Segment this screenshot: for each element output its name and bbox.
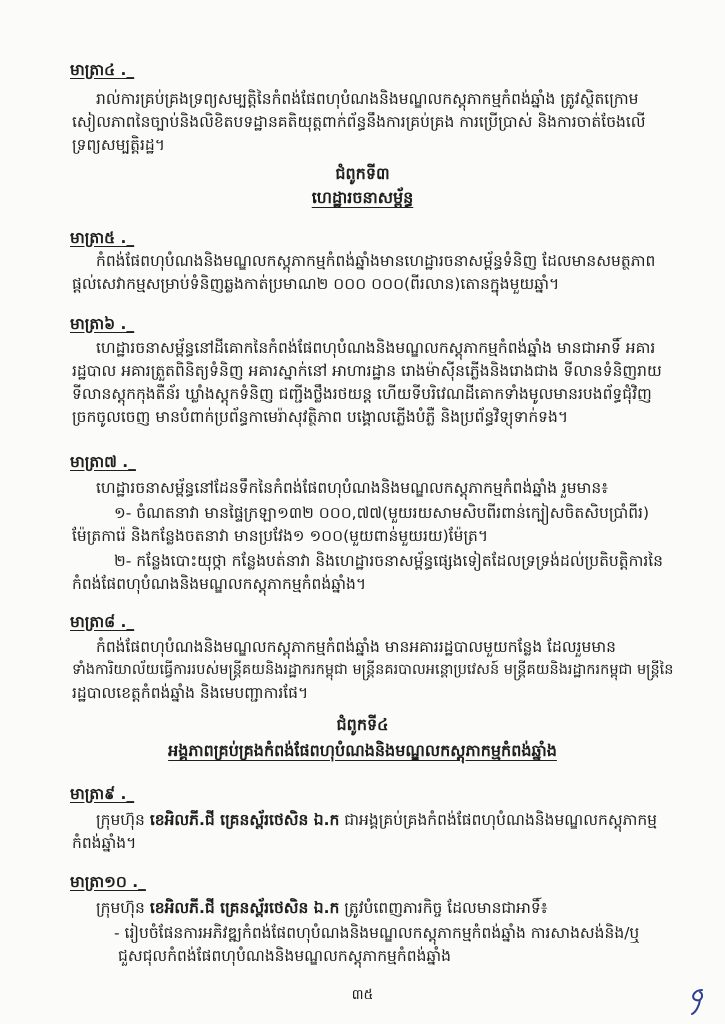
chapter-4-subtitle: អង្គភាពគ្រប់គ្រងកំពង់ផែពហុបំណងនិងមណ្ឌលកស្តុភាកម្មកំពង់ឆ្នាំង xyxy=(168,741,557,760)
article-6-heading: មាត្រា៦ ._ xyxy=(70,315,135,333)
article-5-heading: មាត្រា៥ ._ xyxy=(70,229,135,247)
article-9-post: ជាអង្គគ្រប់គ្រងកំពង់ផែពហុបំណងនិងមណ្ឌលកស្តុភាកម្ម xyxy=(339,811,658,829)
article-4-line-3: ទ្រព្យសម្បត្តិរដ្ឋ។ xyxy=(72,136,165,154)
chapter-3-title: ជំពូកទី៣ xyxy=(335,164,390,183)
article-9-pre: ក្រុមហ៊ុន xyxy=(96,811,150,829)
initial-mark-icon xyxy=(684,986,710,1016)
article-10-bullet-1: - រៀបចំផែនការអភិវឌ្ឍកំពង់ផែពហុបំណងនិងមណ្ឌលកស្តុភាកម្មកំពង់ឆ្នាំង ការសាងសង់និង/ឬ xyxy=(114,924,640,942)
article-6-line-1: ហេដ្ឋារចនាសម្ព័ន្ធនៅដីគោកនៃកំពង់ផែពហុបំណងនិងមណ្ឌលកស្តុភាកម្មកំពង់ឆ្នាំង មានជាអាទិ៍ អគារ xyxy=(96,339,656,357)
article-4-heading: មាត្រា៤ ._ xyxy=(70,61,135,79)
company-name: ខេអិលភី.ជី គ្រេនស្ព័រថេសិន ឯ.ក xyxy=(149,899,340,917)
article-6-line-3: ទីលានស្តុកកុងតឺន័រ ឃ្លាំងស្តុកទំនិញ ជញ្ជីងថ្លឹងរថយន្ត ហើយទីបរិវេណដីគោកទាំងមូលមានរបងព័ទ្ធជុំវិញ xyxy=(72,385,652,403)
article-5-line-1: កំពង់ផែពហុបំណងនិងមណ្ឌលកស្តុភាកម្មកំពង់ឆ្នាំងមានហេដ្ឋារចនាសម្ព័ន្ធទំនិញ ដែលមានសមត្ថភាព xyxy=(96,252,656,270)
article-8-line-1: កំពង់ផែពហុបំណងនិងមណ្ឌលកស្តុភាកម្មកំពង់ឆ្នាំង មានអគាររដ្ឋបាលមួយកន្លែង ដែលរួមមាន xyxy=(96,638,616,656)
chapter-4-title: ជំពូកទី៤ xyxy=(336,715,389,734)
article-10-post: ត្រូវបំពេញភារកិច្ច ដែលមានជាអាទិ៍៖ xyxy=(339,899,548,917)
company-name: ខេអិលភី.ជី គ្រេនស្ព័រថេសិន ឯ.ក xyxy=(149,811,340,829)
article-7-line-4: ២- កន្លែងបោះយុថ្កា កន្លែងបត់នាវា និងហេដ្ឋារចនាសម្ព័ន្ធផ្សេងទៀតដែលទ្រទ្រង់ដល់ប្រតិបត្តិការនៃ xyxy=(114,552,664,570)
article-6-line-4: ច្រកចូលចេញ មានបំពាក់ប្រព័ន្ធកាមេរ៉ាសុវត្ថិភាព បង្គោលភ្លើងបំភ្លឺ និងប្រព័ន្ធវិទ្យុទាក់ទង។ xyxy=(72,408,569,426)
article-7-line-2: ១- ចំណតនាវា មានផ្ទៃក្រឡា១៣២ ០០០,៧៧(មួយរយសាមសិបពីរពាន់ក្បៀសចិតសិបប្រាំពីរ) xyxy=(114,504,650,522)
article-4-line-1: រាល់ការគ្រប់គ្រងទ្រព្យសម្បត្តិនៃកំពង់ផែពហុបំណងនិងមណ្ឌលកស្តុភាកម្មកំពង់ឆ្នាំង ត្រូវស្ថិតក្រោម xyxy=(96,90,639,108)
article-7-line-1: ហេដ្ឋារចនាសម្ព័ន្ធនៅដែនទឹកនៃកំពង់ផែពហុបំណងនិងមណ្ឌលកស្តុភាកម្មកំពង់ឆ្នាំង រួមមាន៖ xyxy=(96,479,609,497)
article-7-line-5: កំពង់ផែពហុបំណងនិងមណ្ឌលកស្តុភាកម្មកំពង់ឆ្នាំង។ xyxy=(72,575,367,593)
article-8-line-3: រដ្ឋបាលខេត្តកំពង់ឆ្នាំង និងមេបញ្ជាការផែ។ xyxy=(72,684,309,702)
chapter-3-subtitle: ហេដ្ឋារចនាសម្ព័ន្ធ xyxy=(311,188,414,207)
article-4-line-2: សៀលភាពនៃច្បាប់និងលិខិតបទដ្ឋានគតិយុត្តពាក់ព័ន្ធនឹងការគ្រប់គ្រង ការប្រើប្រាស់ និងការចាត់ចែងលើ xyxy=(72,113,646,131)
article-7-line-3: ម៉ែត្រការ៉េ និងកន្លែងចតនាវា មានប្រវែង១ ១០០(មួយពាន់មួយរយ)ម៉ែត្រ។ xyxy=(72,527,489,545)
article-7-heading: មាត្រា៧ ._ xyxy=(70,453,136,471)
article-9-line-2: កំពង់ឆ្នាំង។ xyxy=(72,834,137,852)
article-9-heading: មាត្រា៩ ._ xyxy=(70,785,135,803)
article-8-line-2: ទាំងការិយាល័យធ្វើការរបស់មន្ត្រីគយនិងរដ្ឋាករកម្ពុជា មន្ត្រីនគរបាលអន្តោប្រវេសន៍ មន្ត្រីគយនិងរដ្ឋាករកម្ពុជា មន្ត្រីនៃ xyxy=(72,662,674,678)
article-9-line-1 xyxy=(96,809,696,832)
article-10-heading: មាត្រា១០ ._ xyxy=(70,873,146,891)
article-10-line-1 xyxy=(96,897,696,920)
article-5-line-2: ផ្តល់សេវាកម្មសម្រាប់ទំនិញឆ្លងកាត់ប្រមាណ២ ០០០ ០០០(ពីរលាន)តោនក្នុងមួយឆ្នាំ។ xyxy=(72,275,560,293)
article-10-bullet-1-cont: ជួសជុលកំពង់ផែពហុបំណងនិងមណ្ឌលកស្តុភាកម្មកំពង់ឆ្នាំង xyxy=(118,947,452,965)
article-6-line-2: រដ្ឋបាល អគារត្រួតពិនិត្យទំនិញ អគារស្នាក់នៅ អាហារដ្ឋាន រោងម៉ាស៊ីនភ្លើងនិងរោងជាង ទីលានទំនិញរាយ xyxy=(72,362,662,380)
article-8-heading: មាត្រា៨ ._ xyxy=(70,613,135,631)
article-10-pre: ក្រុមហ៊ុន xyxy=(96,899,150,917)
page-number: ៣៥ xyxy=(351,987,374,1003)
